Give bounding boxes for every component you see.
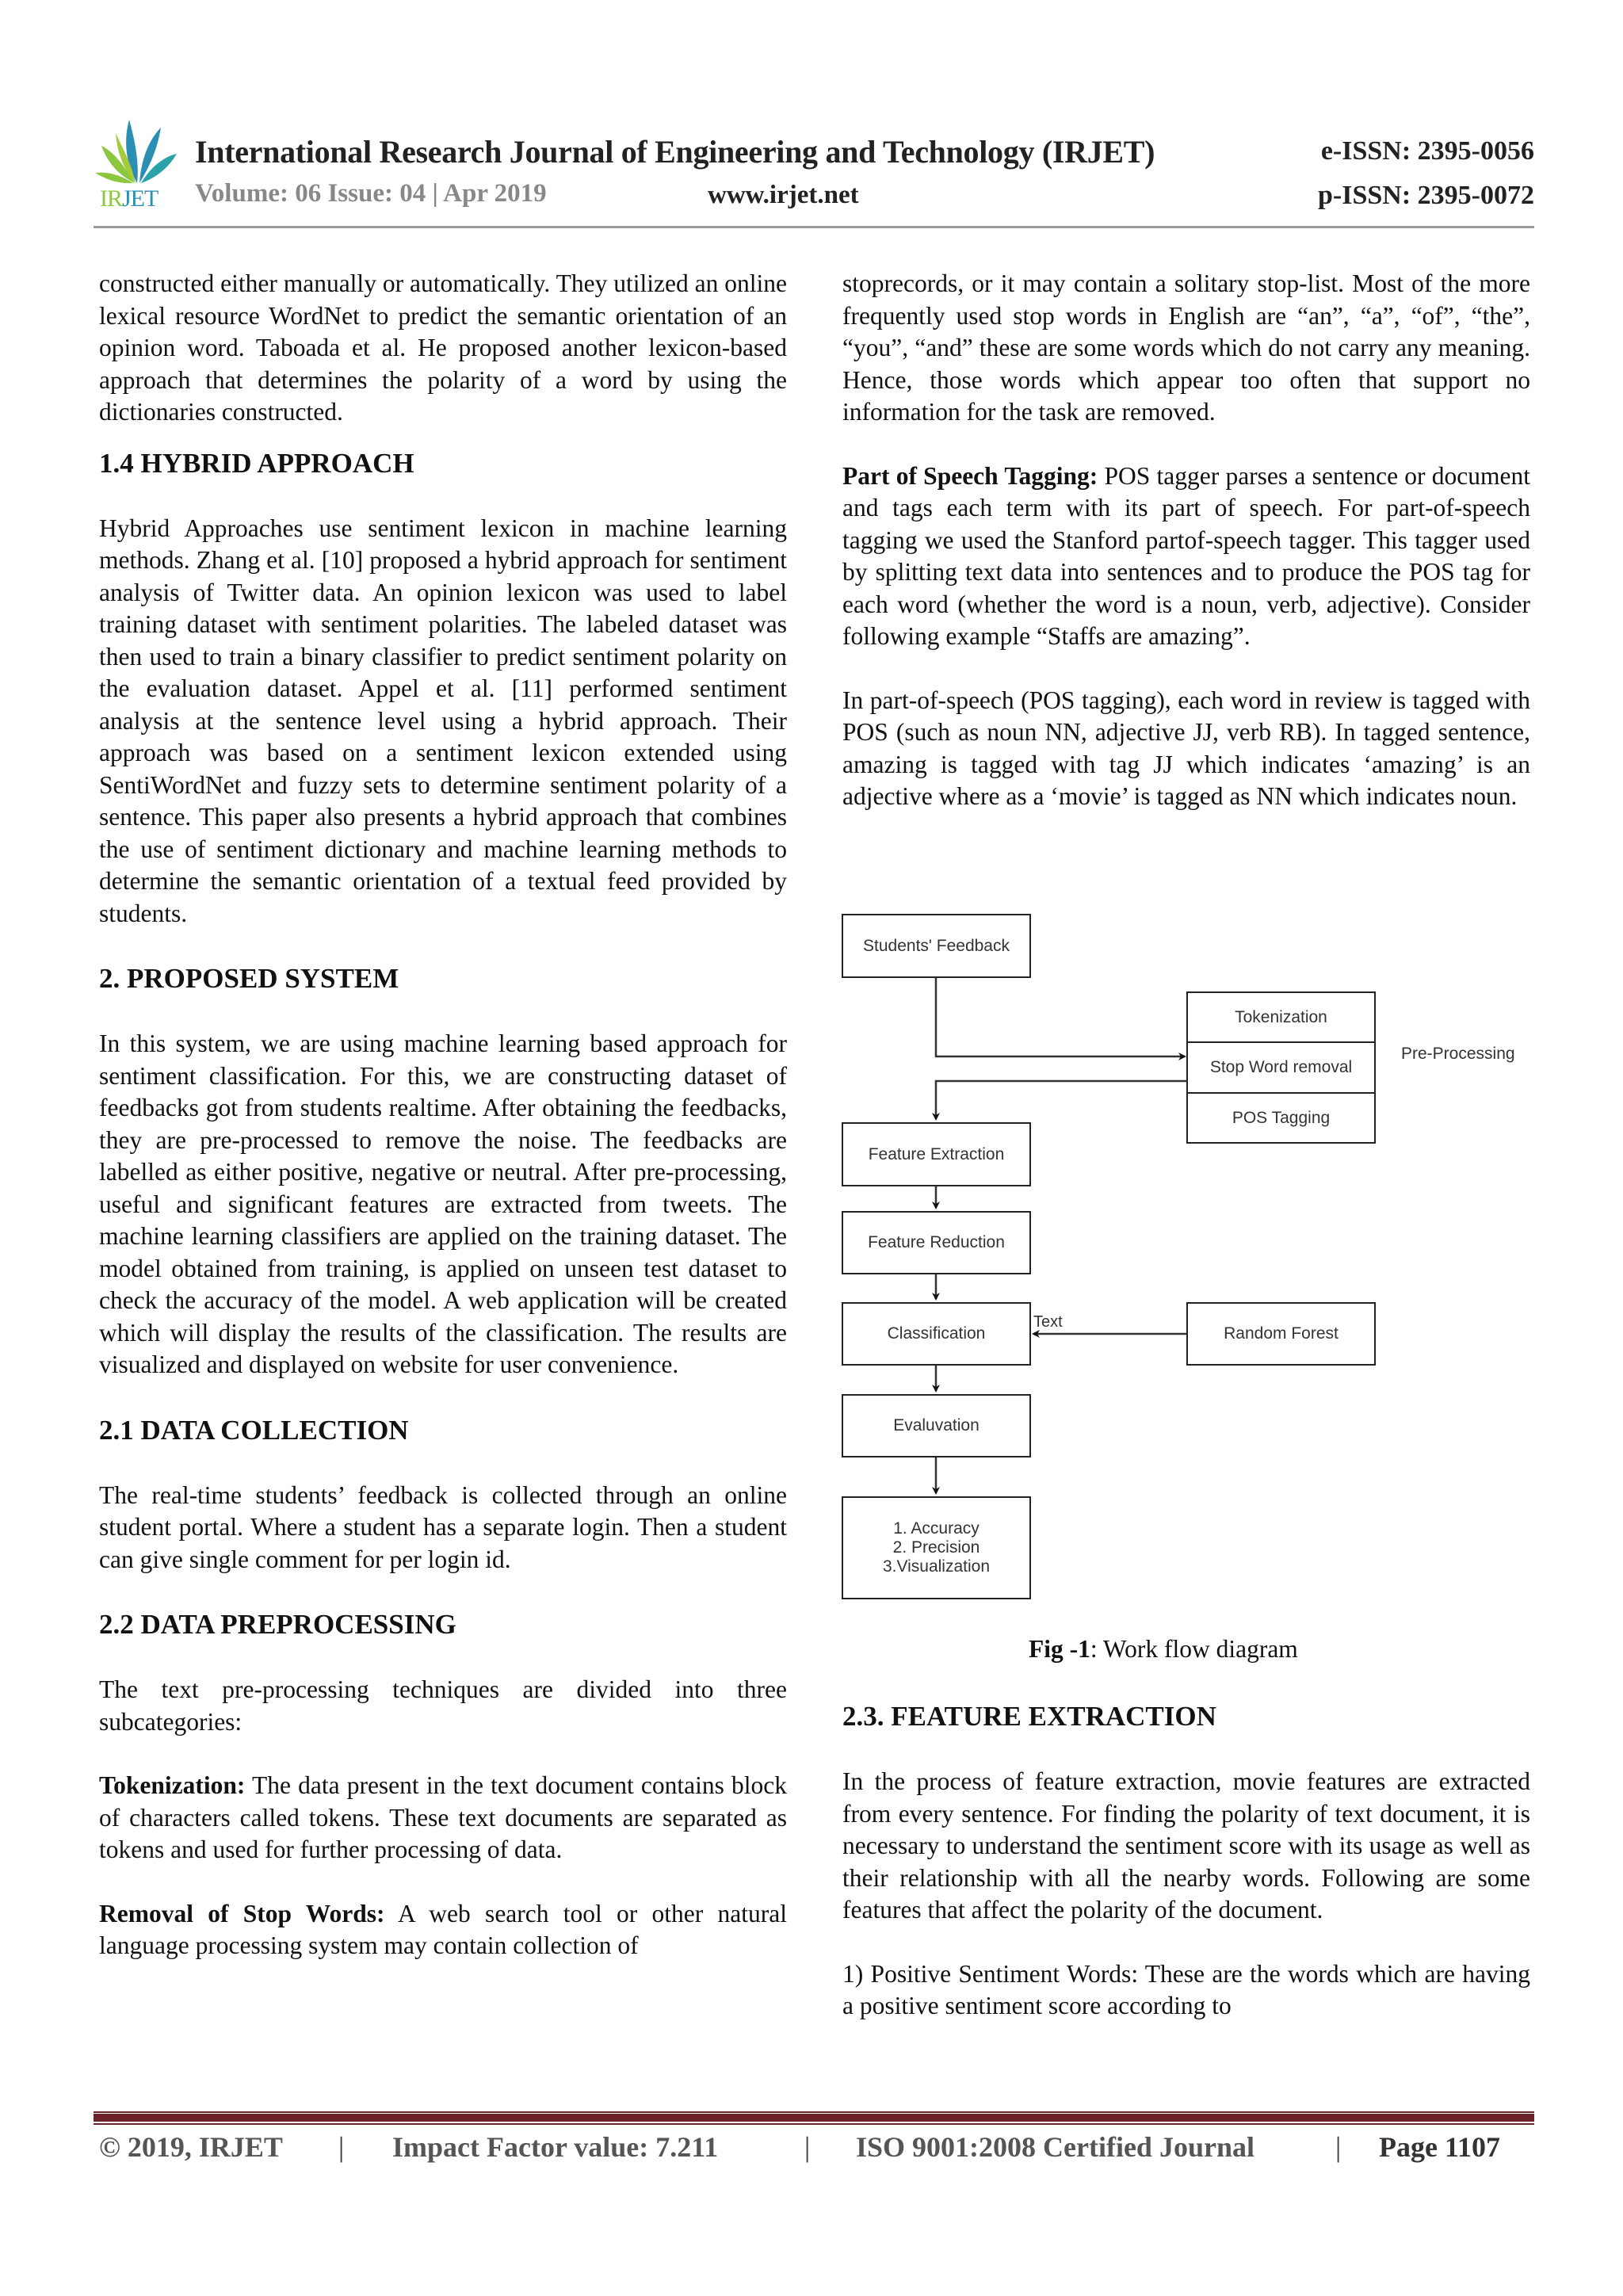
tokenization-label: Tokenization: — [99, 1771, 246, 1799]
footer-rule-thin-top — [94, 2111, 1534, 2113]
stopwords-continued-paragraph: stoprecords, or it may contain a solitary stop-list. Most of the more frequently used stop words in English are “an”, “a”, “of”, “the”, “you”, “and” these are some words which do not carry any meaning. Hence, those words which appear too often that support no information for the task are removed. — [842, 269, 1530, 426]
page-footer — [99, 2130, 1518, 2170]
node-students-feedback: Students' Feedback — [842, 914, 1031, 978]
intro-paragraph: constructed either manually or automatically. They utilized an online lexical resource WordNet to predict the semantic orientation of an opinion word. Taboada et al. He proposed another lexicon-based approach that determines the polarity of a word by using the dictionaries constructed. — [99, 269, 787, 426]
pos-tagging-label: Part of Speech Tagging: — [842, 461, 1098, 490]
pre-processing-label: Pre-Processing — [1401, 1045, 1515, 1063]
footer-separator: | — [804, 2131, 811, 2163]
heading-hybrid-approach: 1.4 HYBRID APPROACH — [99, 447, 414, 479]
journal-website-link[interactable]: www.irjet.net — [708, 181, 859, 209]
footer-iso: ISO 9001:2008 Certified Journal — [856, 2131, 1254, 2163]
stopwords-label: Removal of Stop Words: — [99, 1899, 385, 1927]
figure-number: Fig -1 — [1029, 1635, 1090, 1663]
tokenization-text: The data present in the text document contains block of characters called tokens. These text documents are separated as tokens and used for further processing of data. — [99, 1771, 787, 1863]
footer-separator: | — [1335, 2131, 1342, 2163]
stopwords-paragraph — [99, 1898, 787, 1962]
journal-header — [94, 111, 1534, 230]
right-column-lower — [842, 1699, 1530, 2023]
header-divider — [94, 226, 1534, 228]
heading-data-collection: 2.1 DATA COLLECTION — [99, 1414, 409, 1446]
tokenization-paragraph — [99, 1770, 787, 1866]
journal-title: International Research Journal of Engineering and Technology (IRJET) — [195, 134, 1155, 170]
node-stop-word-removal: Stop Word removal — [1186, 1041, 1376, 1094]
feature-extraction-paragraph: In the process of feature extraction, movie features are extracted from every sentence. For finding the polarity of text document, it is necessary to understand the sentiment score with its usage as well as their relationship with all the nearby words. Following are some features that affect the polarity of the document. — [842, 1767, 1530, 1924]
node-feature-reduction: Feature Reduction — [842, 1211, 1031, 1274]
volume-issue: Volume: 06 Issue: 04 | Apr 2019 — [195, 179, 547, 208]
heading-feature-extraction: 2.3. FEATURE EXTRACTION — [842, 1701, 1216, 1732]
footer-page-number: Page 1107 — [1379, 2131, 1500, 2163]
stopwords-text: A web search tool or other natural language processing system may contain collection of — [99, 1899, 787, 1959]
result-visualization: 3.Visualization — [882, 1557, 991, 1576]
pos-tagging-paragraph — [842, 460, 1530, 653]
node-results — [842, 1496, 1031, 1599]
footer-rule-thin-bottom — [94, 2123, 1534, 2125]
node-pos-tagging: POS Tagging — [1186, 1092, 1376, 1144]
left-column — [99, 268, 787, 1962]
footer-copyright: © 2019, IRJET — [99, 2131, 283, 2163]
preprocessing-intro: The text pre-processing techniques are divided into three subcategories: — [99, 1675, 787, 1736]
node-evaluvation: Evaluvation — [842, 1394, 1031, 1457]
figure-caption-text: : Work flow diagram — [1090, 1635, 1298, 1663]
result-precision: 2. Precision — [892, 1538, 980, 1557]
logo-wordmark: IRJET — [100, 185, 158, 212]
positive-sentiment-words-item: 1) Positive Sentiment Words: These are the words which are having a positive sentiment score according to — [842, 1959, 1530, 2019]
pos-tagging-text: POS tagger parses a sentence or document and tags each term with its part of speech. For part-of-speech tagging we used the Stanford partof-speech tagger. This tagger used by splitting text data into sentences and to produce the POS tag for each word (whether the word is a noun, verb, adjective). Consider following example “Staffs are amazing”. — [842, 461, 1530, 650]
hybrid-approach-paragraph: Hybrid Approaches use sentiment lexicon in machine learning methods. Zhang et al. [10] proposed a hybrid approach for sentiment analysis of Twitter data. An opinion lexicon was used to label training dataset with sentiment polarities. The labeled dataset was then used to train a binary classifier to predict sentiment polarity on the evaluation dataset. Appel et al. [11] performed sentiment analysis at the sentence level using a hybrid approach. Their approach was based on a sentiment lexicon extended using SentiWordNet and fuzzy sets to determine sentiment polarity of a sentence. This paper also presents a hybrid approach that combines the use of sentiment dictionary and machine learning methods to determine the semantic orientation of a textual feed provided by students. — [99, 514, 787, 927]
edge-label-text: Text — [1033, 1313, 1063, 1331]
heading-proposed-system: 2. PROPOSED SYSTEM — [99, 963, 399, 994]
node-tokenization: Tokenization — [1186, 991, 1376, 1043]
footer-separator: | — [338, 2131, 345, 2163]
node-classification: Classification — [842, 1302, 1031, 1366]
node-feature-extraction: Feature Extraction — [842, 1122, 1031, 1186]
node-random-forest: Random Forest — [1186, 1302, 1376, 1366]
right-column — [842, 268, 1530, 813]
p-issn: p-ISSN: 2395-0072 — [1318, 181, 1534, 210]
footer-rule-thick — [94, 2114, 1534, 2122]
proposed-system-paragraph: In this system, we are using machine learning based approach for sentiment classification. For this, we are constructing dataset of feedbacks got from students realtime. After obtaining the feedbacks, they are pre-processed to remove the noise. The feedbacks are labelled as either positive, negative or neutral. After pre-processing, useful and significant features are extracted from tweets. The machine learning classifiers are applied on the training dataset. The model obtained from training, is applied on unseen test dataset to check the accuracy of the model. A web application will be created which will display the results of the classification. The results are visualized and displayed on website for user convenience. — [99, 1030, 787, 1378]
workflow-diagram — [832, 904, 1545, 1617]
footer-impact-factor: Impact Factor value: 7.211 — [392, 2131, 719, 2163]
leaf-logo-icon — [94, 116, 181, 187]
pos-example-paragraph: In part-of-speech (POS tagging), each word in review is tagged with POS (such as noun NN, adjective JJ, verb RB). In tagged sentence, amazing is tagged with tag JJ which indicates ‘amazing’ is an adjective where as a ‘movie’ is tagged as NN which indicates noun. — [842, 686, 1530, 810]
figure-caption — [1029, 1635, 1298, 1664]
heading-data-preprocessing: 2.2 DATA PREPROCESSING — [99, 1609, 456, 1640]
result-accuracy: 1. Accuracy — [893, 1519, 980, 1538]
irjet-logo — [94, 116, 181, 211]
data-collection-paragraph: The real-time students’ feedback is collected through an online student portal. Where a student has a separate login. Then a student can give single comment for per login id. — [99, 1480, 787, 1573]
e-issn: e-ISSN: 2395-0056 — [1320, 136, 1534, 166]
